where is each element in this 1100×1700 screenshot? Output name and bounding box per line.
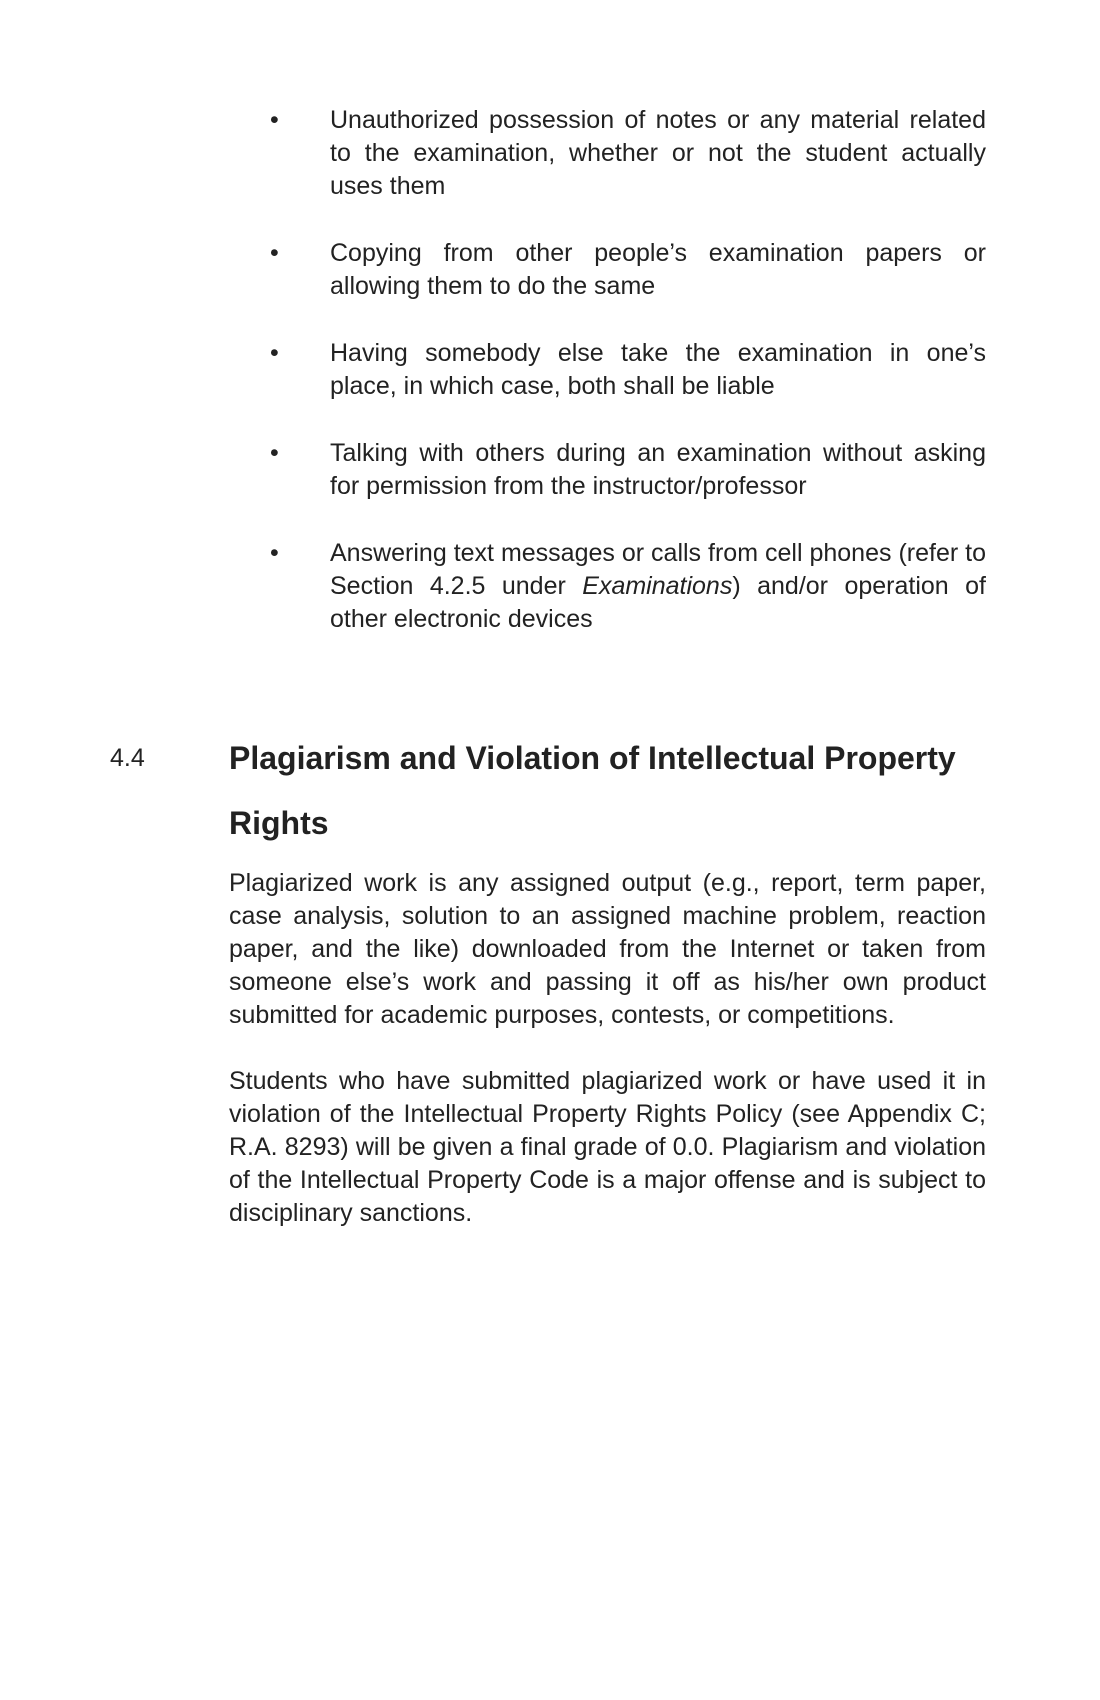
section-body — [229, 867, 986, 1263]
bullet-marker: • — [270, 339, 279, 367]
list-item — [270, 337, 986, 403]
list-item-text: Talking with others during an examination without asking for permission from the instructor/professor — [330, 439, 986, 500]
list-item-text-part: Answering text messages or calls from cell phones (refer to Section 4.2.5 under — [330, 539, 986, 600]
bullet-marker: • — [270, 106, 279, 134]
section-title: Plagiarism and Violation of Intellectual Property Rights — [229, 740, 956, 841]
paragraph: Students who have submitted plagiarized work or have used it in violation of the Intellectual Property Rights Policy (see Appendix C; R.A. 8293) will be given a final grade of 0.0. Plagiarism and violation of the Intellectual Property Code is a major offense and is subject to disciplinary sanctions. — [229, 1067, 986, 1227]
list-item-text-part: ) and/or operation of other electronic devices — [330, 572, 986, 633]
section-reference-italic: Examinations — [582, 572, 733, 600]
bullet-marker: • — [270, 239, 279, 267]
bullet-marker: • — [270, 539, 279, 567]
bullet-marker: • — [270, 439, 279, 467]
list-item-text: Unauthorized possession of notes or any material related to the examination, whether or not the student actually uses them — [330, 106, 986, 200]
list-item — [270, 237, 986, 303]
section-number: 4.4 — [110, 744, 145, 772]
list-item-text: Copying from other people’s examination papers or allowing them to do the same — [330, 239, 986, 300]
list-item — [270, 437, 986, 503]
violation-bullet-list — [270, 104, 986, 670]
list-item — [270, 104, 986, 203]
list-item — [270, 537, 986, 636]
list-item-text: Having somebody else take the examination in one’s place, in which case, both shall be liable — [330, 339, 986, 400]
list-item-text — [330, 537, 986, 636]
paragraph: Plagiarized work is any assigned output (e.g., report, term paper, case analysis, solution to an assigned machine problem, reaction paper, and the like) downloaded from the Internet or taken from someone else’s work and passing it off as his/her own product submitted for academic purposes, contests, or competitions. — [229, 869, 986, 1029]
